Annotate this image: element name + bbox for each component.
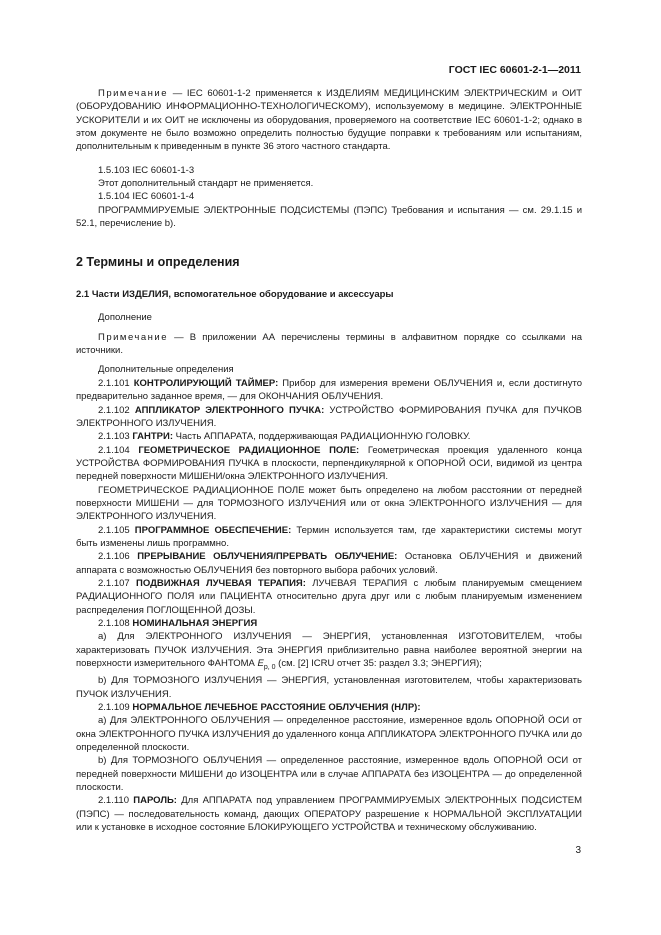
definition-2-1-109: 2.1.109 НОРМАЛЬНОЕ ЛЕЧЕБНОЕ РАССТОЯНИЕ ОБЛУЧЕНИЯ (НЛР): [98, 701, 421, 713]
note-2 [76, 331, 582, 358]
definition-2-1-107: 2.1.107 ПОДВИЖНАЯ ЛУЧЕВАЯ ТЕРАПИЯ: ЛУЧЕВАЯ ТЕРАПИЯ с любым планируемым смещением РАДИАЦИОННОГО ПОЛЯ или ПАЦИЕНТА относительно друга друг или с любым планируемым изменением распределения ПОГЛОЩЕННОЙ ДОЗЫ. [76, 577, 582, 616]
note-label: Примечание [98, 88, 168, 99]
note-1 [76, 87, 582, 154]
clause-1-5-103-text: Этот дополнительный стандарт не применяется. [98, 178, 314, 190]
definition-2-1-108-a: a) Для ЭЛЕКТРОННОГО ИЗЛУЧЕНИЯ — ЭНЕРГИЯ, установленная ИЗГОТОВИТЕЛЕМ, чтобы характеризовать ПУЧОК ИЗЛУЧЕНИЯ. Эта ЭНЕРГИЯ приблизительно равна наиболее вероятной энергии на поверхности измерительного ФАНТОМА $E_{p, 0}$ (см. [2] ICRU отчет 35: раздел 3.3; ЭНЕРГИЯ); [76, 631, 582, 671]
definition-2-1-101: 2.1.101 КОНТРОЛИРУЮЩИЙ ТАЙМЕР: Прибор для измерения времени ОБЛУЧЕНИЯ и, если достигнуто предварительно заданное время, — для ОКОНЧАНИЯ ОБЛУЧЕНИЯ. [76, 377, 582, 403]
definition-2-1-104: 2.1.104 ГЕОМЕТРИЧЕСКОЕ РАДИАЦИОННОЕ ПОЛЕ: Геометрическая проекция удаленного конца УСТРОЙСТВА ФОРМИРОВАНИЯ ПУЧКА в плоскости, перпендикулярной к ОПОРНОЙ ОСИ, видимой из центра передней поверхности МИШЕНИ/окна ЭЛЕКТРОННОГО ИЗЛУЧЕНИЯ. [76, 444, 582, 483]
definition-2-1-109-a: a) Для ЭЛЕКТРОННОГО ОБЛУЧЕНИЯ — определенное расстояние, измеренное вдоль ОПОРНОЙ ОСИ от окна ЭЛЕКТРОННОГО ПУЧКА ИЗЛУЧЕНИЯ до удаленного конца АППЛИКАТОРА ЭЛЕКТРОННОГО ПУЧКА или до определенной плоскости. [76, 715, 582, 753]
definition-2-1-106: 2.1.106 ПРЕРЫВАНИЕ ОБЛУЧЕНИЯ/ПРЕРВАТЬ ОБЛУЧЕНИЕ: Остановка ОБЛУЧЕНИЯ и движений аппарата с возможностью ОБЛУЧЕНИЯ без повторного выбора рабочих условий. [76, 551, 583, 576]
note-label: Примечание [98, 331, 168, 343]
page-number: 3 [575, 845, 581, 856]
note-text: — IEC 60601-1-2 применяется к ИЗДЕЛИЯМ МЕДИЦИНСКИМ ЭЛЕКТРИЧЕСКИМ и ОИТ (ОБОРУДОВАНИЮ ИНФОРМАЦИОННО-ТЕХНОЛОГИЧЕСКОМУ), используемому в медицине. ЭЛЕКТРОННЫЕ УСКОРИТЕЛИ и их ОИТ не исключены из оборудования, проверяемого на соответствие IEC 60601-1-2; однако в этом документе не было возможно определить полностью будущие поправки к требованиям или испытаниям, дополнительным к приведенным в пункте 36 этого частного стандарта. [76, 88, 582, 153]
definition-2-1-108: 2.1.108 НОМИНАЛЬНАЯ ЭНЕРГИЯ [98, 618, 258, 629]
subsection-title: 2.1 Части ИЗДЕЛИЯ, вспомогательное оборудование и аксессуары [76, 289, 394, 301]
definition-2-1-109-b: b) Для ТОРМОЗНОГО ОБЛУЧЕНИЯ — определенное расстояние, измеренное вдоль ОПОРНОЙ ОСИ от передней поверхности МИШЕНИ до ИЗОЦЕНТРА или в случае АППАРАТА без ИЗОЦЕНТРА — до определенной плоскости. [76, 755, 582, 794]
definition-2-1-110: 2.1.110 ПАРОЛЬ: Для АППАРАТА под управлением ПРОГРАММИРУЕМЫХ ЭЛЕКТРОННЫХ ПОДСИСТЕМ (ПЭПС) — последовательность команд, дающих ОПЕРАТОРУ разрешение к НОРМАЛЬНОЙ ЭКСПЛУАТАЦИИ или к установке в исходное состояние БЛОКИРУЮЩЕГО УСТРОЙСТВА и техническому обслуживанию. [76, 795, 582, 834]
clause-1-5-104-text: ПРОГРАММИРУЕМЫЕ ЭЛЕКТРОННЫЕ ПОДСИСТЕМЫ (ПЭПС) Требования и испытания — см. 29.1.15 и 52.1, перечисление b). [76, 204, 582, 230]
clause-1-5-103: 1.5.103 IEC 60601-1-3 [98, 164, 195, 176]
clause-1-5-104: 1.5.104 IEC 60601-1-4 [98, 191, 195, 203]
definition-2-1-103: 2.1.103 ГАНТРИ: Часть АППАРАТА, поддерживающая РАДИАЦИОННУЮ ГОЛОВКУ. [98, 431, 471, 443]
page-body [76, 87, 582, 834]
definition-2-1-102: 2.1.102 АППЛИКАТОР ЭЛЕКТРОННОГО ПУЧКА: УСТРОЙСТВО ФОРМИРОВАНИЯ ПУЧКА для ПУЧКОВ ЭЛЕКТРОННОГО ИЗЛУЧЕНИЯ. [76, 404, 582, 429]
section-title: 2 Термины и определения [76, 255, 240, 270]
standard-header: ГОСТ IEC 60601-2-1—2011 [448, 64, 581, 76]
extra-definitions-label: Дополнительные определения [98, 364, 234, 376]
definition-2-1-108-b: b) Для ТОРМОЗНОГО ИЗЛУЧЕНИЯ — ЭНЕРГИЯ, установленная изготовителем, чтобы характеризовать ПУЧОК ИЗЛУЧЕНИЯ. [76, 675, 582, 700]
note-text: — В приложении АА перечислены термины в алфавитном порядке со ссылками на источники. [76, 331, 582, 357]
definition-2-1-104-continued: ГЕОМЕТРИЧЕСКОЕ РАДИАЦИОННОЕ ПОЛЕ может быть определено на любом расстоянии от передней поверхности МИШЕНИ — для ТОРМОЗНОГО ИЗЛУЧЕНИЯ или от окна ЭЛЕКТРОННОГО ИЗЛУЧЕНИЯ — для ЭЛЕКТРОННОГО ИЗЛУЧЕНИЯ. [76, 484, 582, 523]
addition-label: Дополнение [98, 312, 152, 324]
definition-2-1-105: 2.1.105 ПРОГРАММНОЕ ОБЕСПЕЧЕНИЕ: Термин используется там, где характеристики системы могут быть изменены лишь программно. [76, 524, 582, 549]
